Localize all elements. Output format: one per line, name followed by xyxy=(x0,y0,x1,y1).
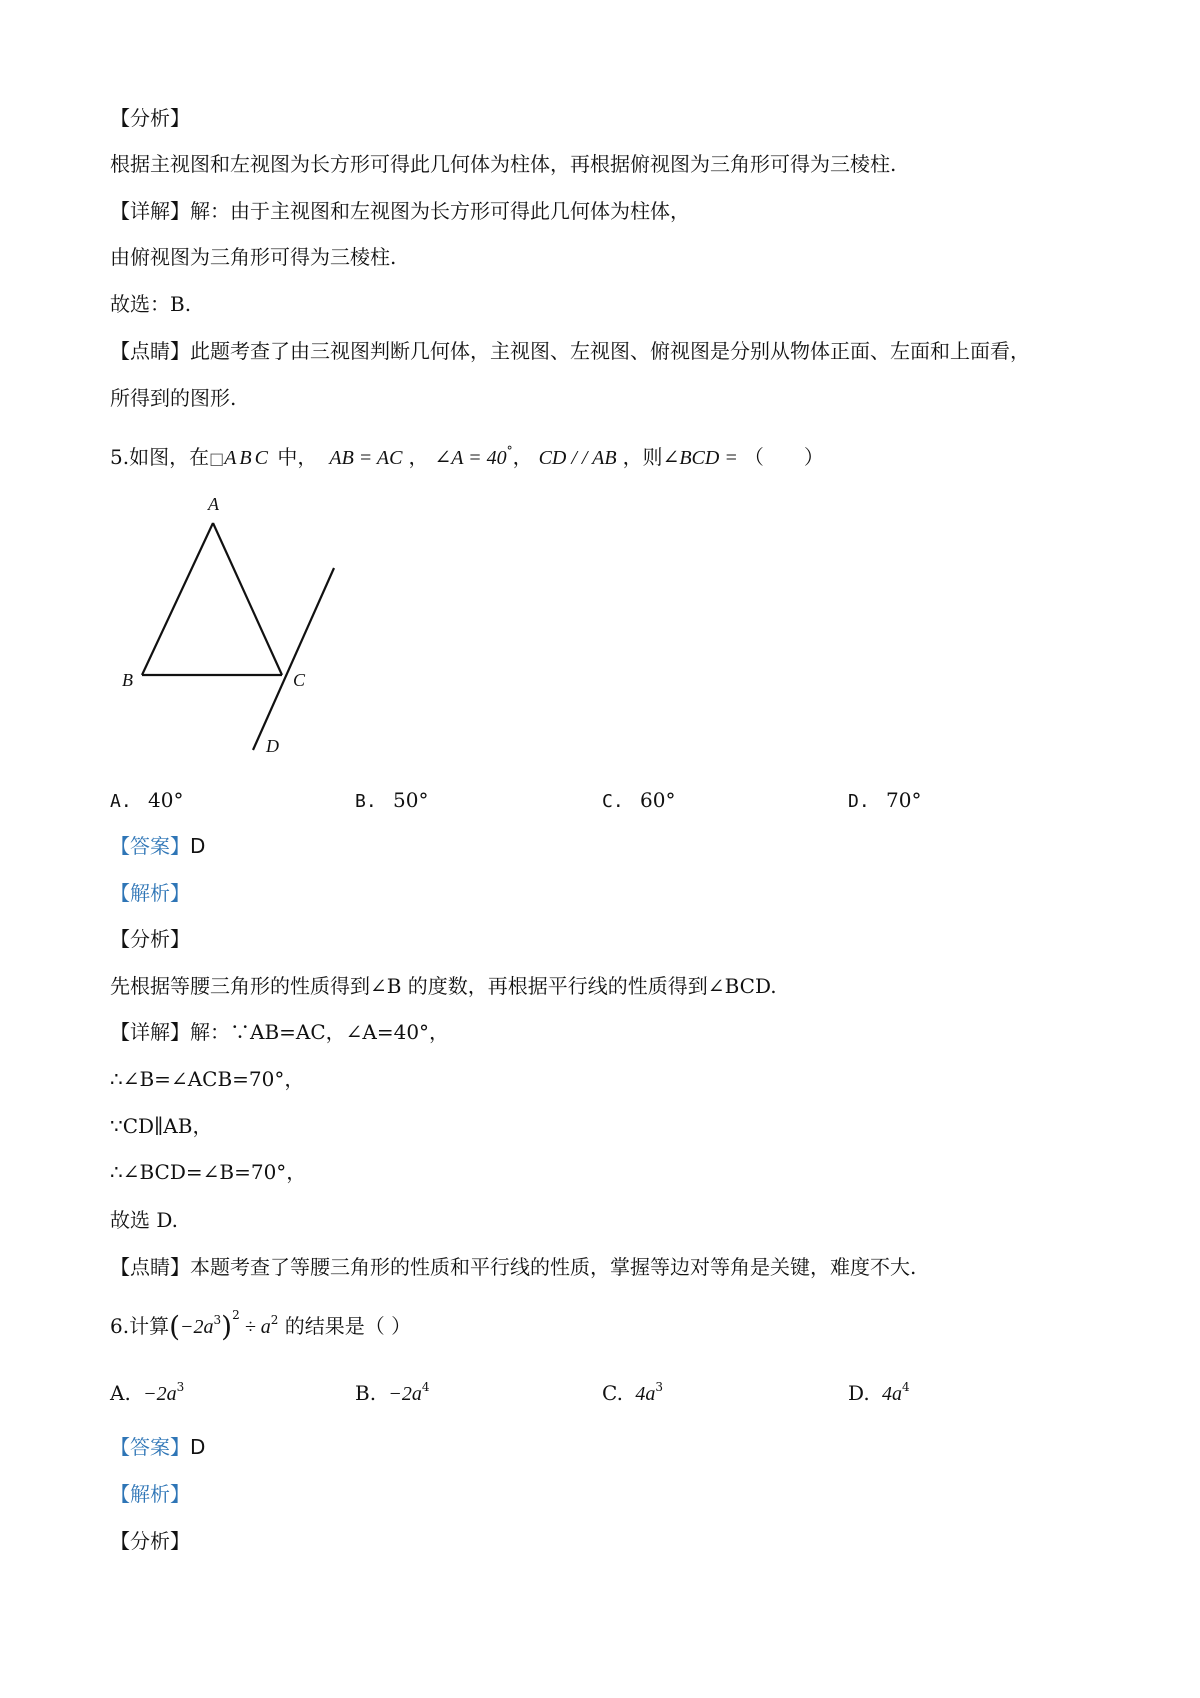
q6-option-b-letter: B. xyxy=(355,1381,377,1405)
q6-option-b-coef: −2a xyxy=(388,1383,422,1405)
q5-option-c-letter: C. xyxy=(602,791,624,812)
q5-explain-tag: 【解析】 xyxy=(110,881,190,905)
q5-step4: ∴∠BCD=∠B=70°， xyxy=(110,1160,307,1184)
q5-answer-tag: 【答案】 xyxy=(110,834,190,858)
q6-option-d-letter: D. xyxy=(848,1381,870,1405)
label-a: A xyxy=(208,494,219,514)
q4-detail-line2: 由俯视图为三角形可得为三棱柱. xyxy=(110,245,397,269)
q5-option-d-letter: D. xyxy=(848,791,870,812)
label-d: D xyxy=(266,736,279,756)
q5-analysis-heading: 【分析】 xyxy=(110,927,190,951)
q6-open-paren: ( xyxy=(169,1310,181,1343)
line-cd xyxy=(253,568,334,750)
q6-answer-value: D xyxy=(190,1435,206,1459)
q5-choice-line: 故选 D. xyxy=(110,1208,179,1232)
q5-comment: 【点睛】本题考查了等腰三角形的性质和平行线的性质，掌握等边对等角是关键，难度不大. xyxy=(110,1255,917,1279)
q5-stem-blank: （ ） xyxy=(743,445,824,469)
q6-option-a-exp: 3 xyxy=(176,1380,185,1394)
q5-answer-value: D xyxy=(190,834,206,858)
q4-comment-line1: 【点睛】此题考查了由三视图判断几何体，主视图、左视图、俯视图是分别从物体正面、左面和上面看， xyxy=(110,339,1030,363)
q6-option-b[interactable] xyxy=(355,1379,430,1408)
q6-option-d-exp: 4 xyxy=(902,1380,910,1394)
q6-option-c-letter: C. xyxy=(602,1381,623,1405)
label-b: B xyxy=(122,670,133,690)
segment-ab xyxy=(142,523,213,675)
q4-analysis-heading: 【分析】 xyxy=(110,106,190,130)
q6-explain-tag: 【解析】 xyxy=(110,1482,190,1506)
q5-option-d-value: 70° xyxy=(886,788,922,812)
q5-stem-prefix: 5.如图，在 xyxy=(110,445,210,469)
q6-stem xyxy=(110,1308,412,1343)
q4-comment-line2: 所得到的图形. xyxy=(110,386,237,410)
q5-triangle-figure xyxy=(110,490,350,770)
q6-stem-div: ÷ a xyxy=(239,1316,271,1338)
q4-detail-line1: 【详解】解：由于主视图和左视图为长方形可得此几何体为柱体， xyxy=(110,199,690,223)
q5-option-a[interactable] xyxy=(110,786,184,816)
q6-option-a[interactable] xyxy=(110,1379,184,1408)
q6-div-exp: 2 xyxy=(270,1313,279,1327)
q4-analysis-text: 根据主视图和左视图为长方形可得此几何体为柱体，再根据俯视图为三角形可得为三棱柱. xyxy=(110,152,897,176)
q6-option-b-exp: 4 xyxy=(421,1380,430,1394)
q5-option-c[interactable] xyxy=(602,786,676,816)
q5-answer xyxy=(110,832,205,860)
q6-option-d-coef: 4a xyxy=(882,1383,903,1405)
q4-choice-line: 故选：B. xyxy=(110,292,192,316)
q5-stem-parallel: CD / / AB xyxy=(538,447,617,469)
q6-answer-tag: 【答案】 xyxy=(110,1435,190,1459)
q5-stem-sep1: ， xyxy=(408,445,429,469)
q5-option-b-value: 50° xyxy=(393,788,429,812)
q5-option-d[interactable] xyxy=(848,786,922,816)
q5-step1: 【详解】解：∵AB=AC，∠A=40°， xyxy=(110,1020,450,1044)
q6-stem-base: −2a xyxy=(180,1316,214,1338)
q6-outer-exp: 2 xyxy=(232,1308,240,1322)
q5-stem-angle-a: ∠A = 40 xyxy=(434,447,507,469)
q5-stem-bcd: ∠BCD = xyxy=(662,447,738,469)
q6-inner-exp: 3 xyxy=(213,1313,222,1327)
q6-analysis-heading: 【分析】 xyxy=(110,1529,190,1553)
q5-option-a-value: 40° xyxy=(148,788,184,812)
q6-option-c-exp: 3 xyxy=(655,1380,663,1394)
q6-close-paren: ) xyxy=(221,1310,233,1343)
q5-stem-sep2: ， xyxy=(512,445,533,469)
q6-stem-suffix: 的结果是（ ） xyxy=(278,1314,412,1338)
q5-analysis-text: 先根据等腰三角形的性质得到∠B 的度数，再根据平行线的性质得到∠BCD. xyxy=(110,974,777,998)
q5-option-b-letter: B. xyxy=(355,791,377,812)
q6-option-a-coef: −2a xyxy=(143,1383,177,1405)
q5-stem-sep3: ，则 xyxy=(622,445,663,469)
q5-option-a-letter: A. xyxy=(110,791,132,812)
q6-stem-prefix: 6.计算 xyxy=(110,1314,170,1338)
q5-stem-deg: ° xyxy=(506,444,513,458)
q6-answer xyxy=(110,1433,205,1461)
q5-stem xyxy=(110,443,824,473)
q5-stem-eq1: AB = AC xyxy=(329,447,403,469)
q5-option-c-value: 60° xyxy=(640,788,676,812)
label-c: C xyxy=(293,670,306,690)
q5-option-b[interactable] xyxy=(355,786,429,816)
q6-option-d[interactable] xyxy=(848,1379,910,1408)
q5-step3: ∵CD∥AB， xyxy=(110,1114,213,1138)
q6-option-c[interactable] xyxy=(602,1379,663,1408)
q6-option-c-coef: 4a xyxy=(635,1383,656,1405)
q6-option-a-letter: A. xyxy=(110,1381,131,1405)
q5-stem-abc: ABC xyxy=(224,447,271,469)
q5-stem-box: □ xyxy=(209,449,225,468)
q5-step2: ∴∠B=∠ACB=70°， xyxy=(110,1067,305,1091)
segment-ac xyxy=(213,523,282,675)
q5-stem-mid: 中， xyxy=(271,445,318,469)
